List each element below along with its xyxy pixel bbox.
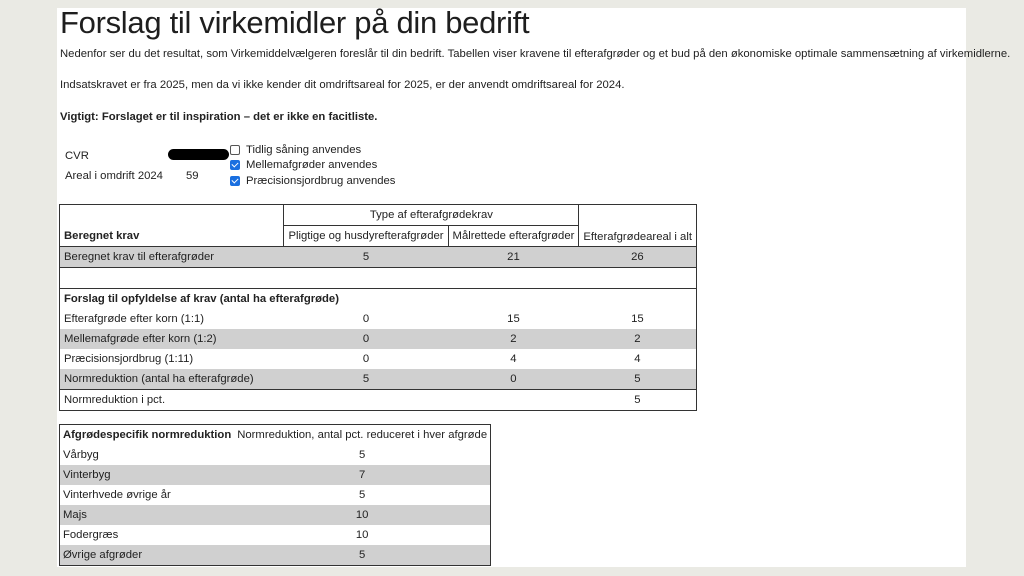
option-label: Tidlig såning anvendes	[246, 143, 362, 156]
column-header: Pligtige og husdyrefterafgrøder	[284, 226, 448, 247]
page-title: Forslag til virkemidler på din bedrift	[60, 5, 530, 40]
cvr-label: CVR	[65, 150, 89, 162]
table-row: Vårbyg 5	[63, 449, 366, 461]
table-row: Beregnet krav til efterafgrøder 5 21 26	[60, 247, 697, 268]
checkbox-checked-icon[interactable]	[230, 160, 240, 170]
table-header-row	[60, 205, 697, 226]
indsatskrav-note: Indsatskravet er fra 2025, men da vi ikke kender dit omdriftsareal for 2025, er der anvendt omdriftsareal for 2024.	[60, 79, 625, 91]
checkbox-checked-icon[interactable]	[230, 176, 240, 186]
option-praecisionsjordbrug[interactable]	[230, 173, 395, 189]
table-row: Normreduktion (antal ha efterafgrøde) 5 0 5	[60, 369, 697, 390]
column-header: Normreduktion, antal pct. reduceret i hver afgrøde	[237, 429, 488, 441]
column-header: Afgrødespecifik normreduktion	[63, 429, 232, 441]
option-label: Præcisionsjordbrug anvendes	[246, 174, 396, 187]
table-row: Efterafgrøde efter korn (1:1) 0 15 15	[64, 313, 644, 325]
intro-paragraph: Nedenfor ser du det resultat, som Virkemiddelvælgeren foreslår til din bedrift. Tabellen viser kravene til efterafgrøder og et bud på den økonomiske optimale sammensætning af virkemidlerne.	[60, 48, 1011, 60]
table-row: Øvrige afgrøder 5	[60, 545, 491, 566]
krav-table	[59, 204, 697, 411]
option-tidlig-saaning[interactable]	[230, 142, 395, 158]
spacer-row	[60, 268, 697, 289]
table-row: Vinterbyg 7	[60, 465, 491, 485]
option-label: Mellemafgrøder anvendes	[246, 159, 378, 172]
group-header: Type af efterafgrødekrav	[284, 205, 579, 226]
section-title-row: Forslag til opfyldelse af krav (antal ha efterafgrøde)	[64, 293, 339, 305]
option-mellemafgroeder[interactable]	[230, 158, 395, 174]
table-header-row	[60, 425, 491, 446]
column-header: Målrettede efterafgrøder	[448, 226, 579, 247]
table-row: Vinterhvede øvrige år 5	[63, 489, 366, 501]
areal-label: Areal i omdrift 2024	[65, 170, 163, 182]
table-row-pct: Normreduktion i pct. 5	[60, 390, 697, 411]
options-group	[230, 142, 395, 189]
checkbox-unchecked-icon[interactable]	[230, 145, 240, 155]
cvr-redacted-value	[168, 149, 229, 160]
important-note: Vigtigt: Forslaget er til inspiration – det er ikke en facitliste.	[60, 111, 378, 123]
row-header: Beregnet krav	[60, 226, 284, 247]
table-row: Præcisionsjordbrug (1:11) 0 4 4	[64, 353, 641, 365]
table-row: Mellemafgrøde efter korn (1:2) 0 2 2	[60, 329, 697, 349]
normreduktion-table	[59, 424, 491, 566]
table-row: Fodergræs 10	[63, 529, 369, 541]
content-panel	[57, 5, 1011, 567]
areal-value: 59	[186, 170, 199, 182]
table-row: Majs 10	[60, 505, 491, 525]
column-header: Efterafgrødeareal i alt	[579, 205, 697, 247]
